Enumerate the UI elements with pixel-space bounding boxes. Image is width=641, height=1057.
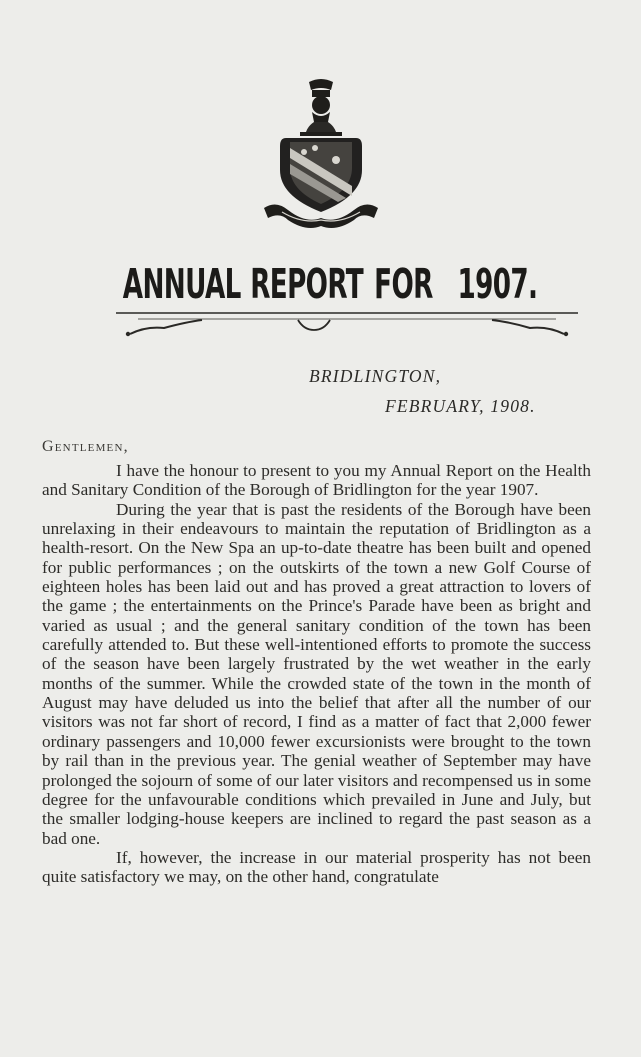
dateline-date: FEBRUARY, 1908. bbox=[385, 396, 536, 416]
letter-body bbox=[42, 461, 591, 887]
title-word-annual: ANNUAL bbox=[122, 260, 241, 308]
paragraph: I have the honour to present to you my Annual Report on the Health and Sanitary Condition of the Borough of Bridlington for the year 1907. bbox=[42, 461, 591, 500]
title-word-report: REPORT bbox=[250, 260, 363, 308]
report-title bbox=[118, 260, 538, 308]
ornamental-rule-icon bbox=[116, 310, 578, 344]
paragraph: If, however, the increase in our material prosperity has not been quite satisfactory we may, on the other hand, congratulate bbox=[42, 847, 591, 887]
title-word-for: FOR bbox=[374, 260, 433, 308]
borough-coat-of-arms-icon bbox=[258, 78, 384, 234]
dateline-place: BRIDLINGTON, bbox=[309, 366, 442, 386]
title-word-year: 1907. bbox=[457, 260, 538, 308]
salutation: Gentlemen, bbox=[42, 438, 129, 455]
paragraph: During the year that is past the residents of the Borough have been unrelaxing in their endeavours to maintain the reputation of Bridlington as a health-resort. On the New Spa an up-to-date theatre has been built and opened for public performances ; on the outskirts of the town a new Golf Course of eighteen holes has been laid out and has proved a great attraction to lovers of the game ; the entertainments on the Prince's Parade have been as bright and varied as usual ; and the general sanitary condition of the town has been carefully attended to. But these well-intentioned efforts to promote the success of the season have been largely frustrated by the wet weather in the early months of the summer. While the crowded state of the town in the month of August may have deluded us into the belief that after all the number of our visitors was not far short of record, I find as a matter of fact that 2,000 fewer ordinary passengers and 10,000 fewer excursionists were brought to the town by rail than in the previous year. The genial weather of September may have prolonged the sojourn of some of our later visitors and recompensed us in some degree for the unfavourable conditions which prevailed in June and July, but the smaller lodging-house keepers are inclined to regard the past season as a bad one. bbox=[42, 499, 591, 848]
